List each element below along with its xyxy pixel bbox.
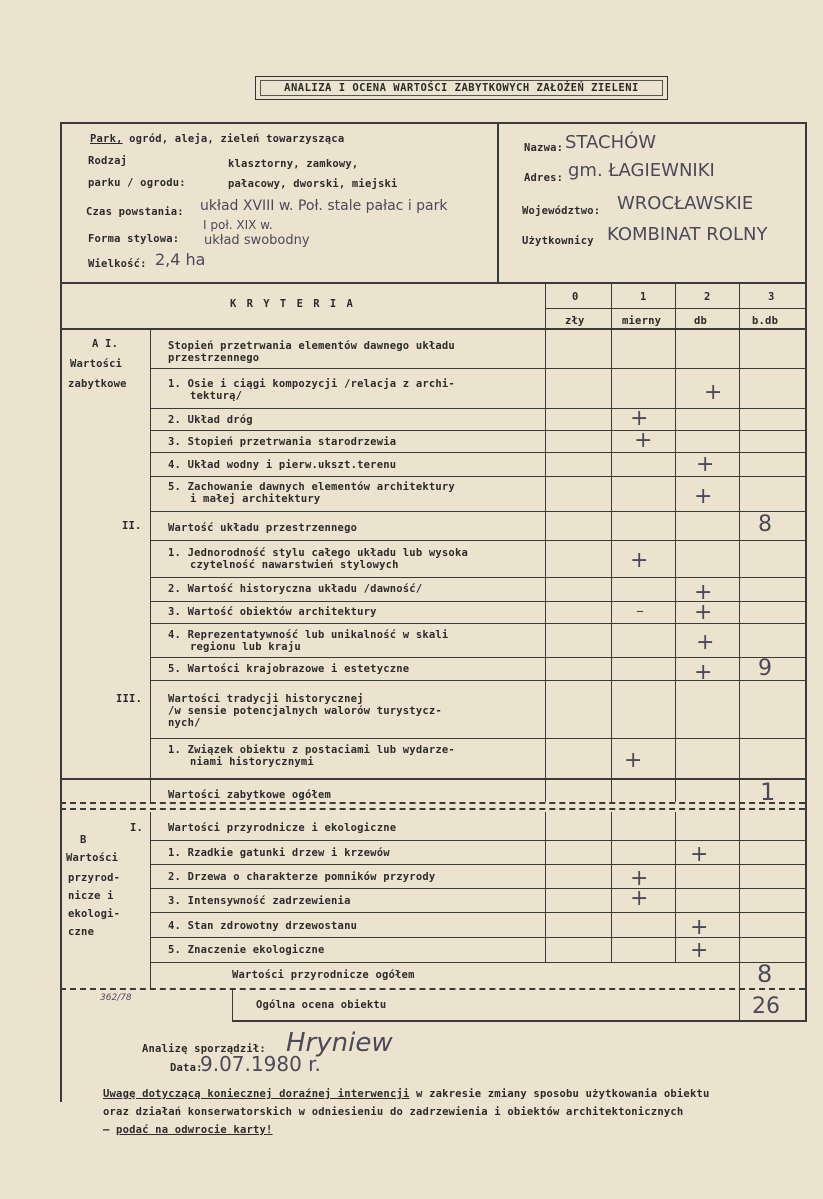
col-head-3: 3 — [768, 291, 775, 303]
row-line — [150, 430, 805, 431]
col-line-2 — [675, 282, 676, 802]
section-a-label-2: Wartości — [70, 358, 123, 370]
row-a2-2: 2. Wartość historyczna układu /dawność/ — [168, 583, 423, 595]
mark-b-5: + — [690, 938, 709, 963]
mark-a2-2: + — [694, 580, 713, 605]
col-line-1 — [611, 282, 612, 802]
nazwa-value: STACHÓW — [565, 132, 657, 153]
a-total-value: 1 — [760, 778, 776, 806]
iii-title-2: /w sensie potencjalnych walorów turystycz- — [168, 705, 442, 717]
rodzaj-values-2: pałacowy, dworski, miejski — [228, 178, 398, 190]
overall-value: 26 — [752, 994, 780, 1019]
section-b-label-2: B — [80, 834, 87, 846]
park-line: Park, ogród, aleja, zieleń towarzysząca — [90, 133, 345, 145]
col-line-2b — [675, 812, 676, 962]
mark-b-2: + — [630, 866, 649, 891]
dashed-divider-3 — [60, 988, 805, 990]
mark-a2-3-extra: – — [636, 601, 644, 620]
row-b-1: 1. Rzadkie gatunki drzew i krzewów — [168, 847, 390, 859]
rodzaj-values-1: klasztorny, zamkowy, — [228, 158, 359, 170]
note-line-1: Uwagę dotyczącą koniecznej doraźnej interwencji w zakresie zmiany sposobu użytkowania obiektu — [103, 1088, 710, 1100]
dashed-divider-2 — [60, 808, 805, 810]
mark-a2-5: + — [694, 660, 713, 685]
row-b-3: 3. Intensywność zadrzewienia — [168, 895, 351, 907]
mark-b-1: + — [690, 842, 709, 867]
section-b-label-4: przyrod- — [68, 872, 121, 884]
adres-label: Adres: — [524, 172, 564, 184]
forma-label: Forma stylowa: — [88, 233, 180, 245]
row-b-4: 4. Stan zdrowotny drzewostanu — [168, 920, 358, 932]
row-b-2: 2. Drzewa o charakterze pomników przyrody — [168, 871, 436, 883]
col-line-0 — [545, 282, 546, 802]
mark-a3-1: + — [624, 748, 643, 773]
mark-a1-5: + — [694, 484, 713, 509]
mark-a1-3: + — [634, 428, 653, 453]
header-divider — [497, 122, 499, 282]
col-label-1: mierny — [622, 315, 662, 327]
i-title-2: przestrzennego — [168, 352, 260, 364]
b-total-value: 8 — [757, 960, 773, 988]
mark-a2-3: + — [694, 600, 713, 625]
row-b-5: 5. Znaczenie ekologiczne — [168, 944, 325, 956]
overall-left-line — [232, 988, 233, 1022]
wielkosc-value: 2,4 ha — [155, 250, 206, 269]
archive-stamp: 362/78 — [100, 993, 132, 1003]
woj-label: Województwo: — [522, 205, 601, 217]
row-a1-5b: i małej architektury — [190, 493, 321, 505]
mark-a1-4: + — [696, 452, 715, 477]
b-i-title: Wartości przyrodnicze i ekologiczne — [168, 822, 397, 834]
uzyt-label: Użytkownicy — [522, 235, 594, 247]
col-line-3b — [739, 782, 740, 1022]
kryteria-heading: K R Y T E R I A — [230, 298, 355, 310]
row-a2-4: 4. Reprezentatywność lub unikalność w skali — [168, 629, 449, 641]
section-a-label: A I. — [92, 338, 119, 350]
row-line — [150, 540, 805, 541]
col-line-3 — [739, 282, 740, 802]
col-head-divider — [545, 308, 805, 309]
col-label-2: db — [694, 315, 708, 327]
col-line-0b — [545, 812, 546, 962]
left-border — [60, 122, 62, 1102]
row-a2-3: 3. Wartość obiektów architektury — [168, 606, 377, 618]
mark-a2-1: + — [630, 548, 649, 573]
dashed-divider — [60, 802, 805, 804]
row-a1-1: 1. Osie i ciągi kompozycji /relacja z archi- — [168, 378, 455, 390]
i-title-1: Stopień przetrwania elementów dawnego układu — [168, 340, 455, 352]
row-line — [150, 738, 805, 739]
row-line — [150, 368, 805, 369]
section-b-label-5: nicze i — [68, 890, 114, 902]
ii-title: Wartość układu przestrzennego — [168, 522, 358, 534]
row-line — [150, 888, 805, 889]
uzyt-value: KOMBINAT ROLNY — [607, 224, 768, 245]
row-line — [150, 657, 805, 658]
data-label: Data: — [170, 1062, 203, 1074]
row-a3-1b: niami historycznymi — [190, 756, 314, 768]
data-value: 9.07.1980 r. — [200, 1052, 321, 1076]
overall-bottom-line — [232, 1020, 805, 1022]
b-total-label: Wartości przyrodnicze ogółem — [232, 969, 415, 981]
row-a2-1: 1. Jednorodność stylu całego układu lub wysoka — [168, 547, 468, 559]
table-head-bottom — [60, 328, 805, 330]
nazwa-label: Nazwa: — [524, 142, 564, 154]
mark-b-3: + — [630, 886, 649, 911]
section-b-label: I. — [130, 822, 144, 834]
czas-label: Czas powstania: — [86, 206, 184, 218]
right-border — [805, 122, 807, 1022]
sporzadzil-label: Analizę sporządził: — [142, 1043, 266, 1055]
section-b-label-3: Wartości — [66, 852, 119, 864]
col-head-2: 2 — [704, 291, 711, 303]
mark-a1-1: + — [704, 380, 723, 405]
forma-value: układ swobodny — [204, 233, 310, 248]
overall-label: Ogólna ocena obiektu — [256, 999, 387, 1011]
wielkosc-label: Wielkość: — [88, 258, 147, 270]
header-bottom-border — [60, 282, 805, 284]
ii-sum: 8 — [758, 512, 772, 537]
section-col-line — [150, 328, 151, 802]
mark-a1-2: + — [630, 406, 649, 431]
rodzaj-label-2: parku / ogrodu: — [88, 177, 186, 189]
mark-b-4: + — [690, 915, 709, 940]
iii-label: III. — [116, 693, 143, 705]
adres-value: gm. ŁAGIEWNIKI — [568, 160, 715, 181]
section-b-label-6: ekologi- — [68, 908, 121, 920]
row-a1-2: 2. Układ dróg — [168, 414, 253, 426]
woj-value: WROCŁAWSKIE — [617, 193, 754, 214]
row-a1-1b: tekturą/ — [190, 390, 243, 402]
row-a1-5: 5. Zachowanie dawnych elementów architektury — [168, 481, 455, 493]
row-a3-1: 1. Związek obiektu z postaciami lub wydarze- — [168, 744, 455, 756]
czas-value: układ XVIII w. Poł. stale pałac i park — [200, 198, 448, 214]
row-line — [150, 408, 805, 409]
iii-title-3: nych/ — [168, 717, 201, 729]
iii-title-1: Wartości tradycji historycznej — [168, 693, 364, 705]
col-head-1: 1 — [640, 291, 647, 303]
row-line — [150, 840, 805, 841]
col-head-0: 0 — [572, 291, 579, 303]
col-label-3: b.db — [752, 315, 779, 327]
row-line — [150, 511, 805, 512]
row-a2-5: 5. Wartości krajobrazowe i estetyczne — [168, 663, 410, 675]
header-top-border — [60, 122, 805, 124]
mark-a2-4: + — [696, 630, 715, 655]
col-line-1b — [611, 812, 612, 962]
section-col-line-b — [150, 812, 151, 990]
ii-sum-2: 9 — [758, 656, 772, 681]
document-title: ANALIZA I OCENA WARTOŚCI ZABYTKOWYCH ZAŁOŻEŃ ZIELENI — [255, 76, 668, 100]
row-a2-4b: regionu lub kraju — [190, 641, 301, 653]
row-a1-4: 4. Układ wodny i pierw.ukszt.terenu — [168, 459, 397, 471]
row-line — [150, 912, 805, 913]
row-line — [150, 577, 805, 578]
ii-label: II. — [122, 520, 142, 532]
czas-value-2: I poł. XIX w. — [203, 218, 273, 232]
section-b-label-7: czne — [68, 926, 95, 938]
note-line-2: oraz działań konserwatorskich w odniesieniu do zadrzewienia i obiektów architektonicznych — [103, 1106, 684, 1118]
row-line — [60, 778, 805, 780]
a-total-label: Wartości zabytkowe ogółem — [168, 789, 332, 801]
rodzaj-label: Rodzaj — [88, 155, 128, 167]
col-label-0: zły — [565, 315, 585, 327]
section-a-label-3: zabytkowe — [68, 378, 127, 390]
note-line-3: – podać na odwrocie karty! — [103, 1124, 273, 1136]
row-a2-1b: czytelność nawarstwień stylowych — [190, 559, 399, 571]
signature: Hryniew — [286, 1028, 393, 1058]
row-a1-3: 3. Stopień przetrwania starodrzewia — [168, 436, 397, 448]
